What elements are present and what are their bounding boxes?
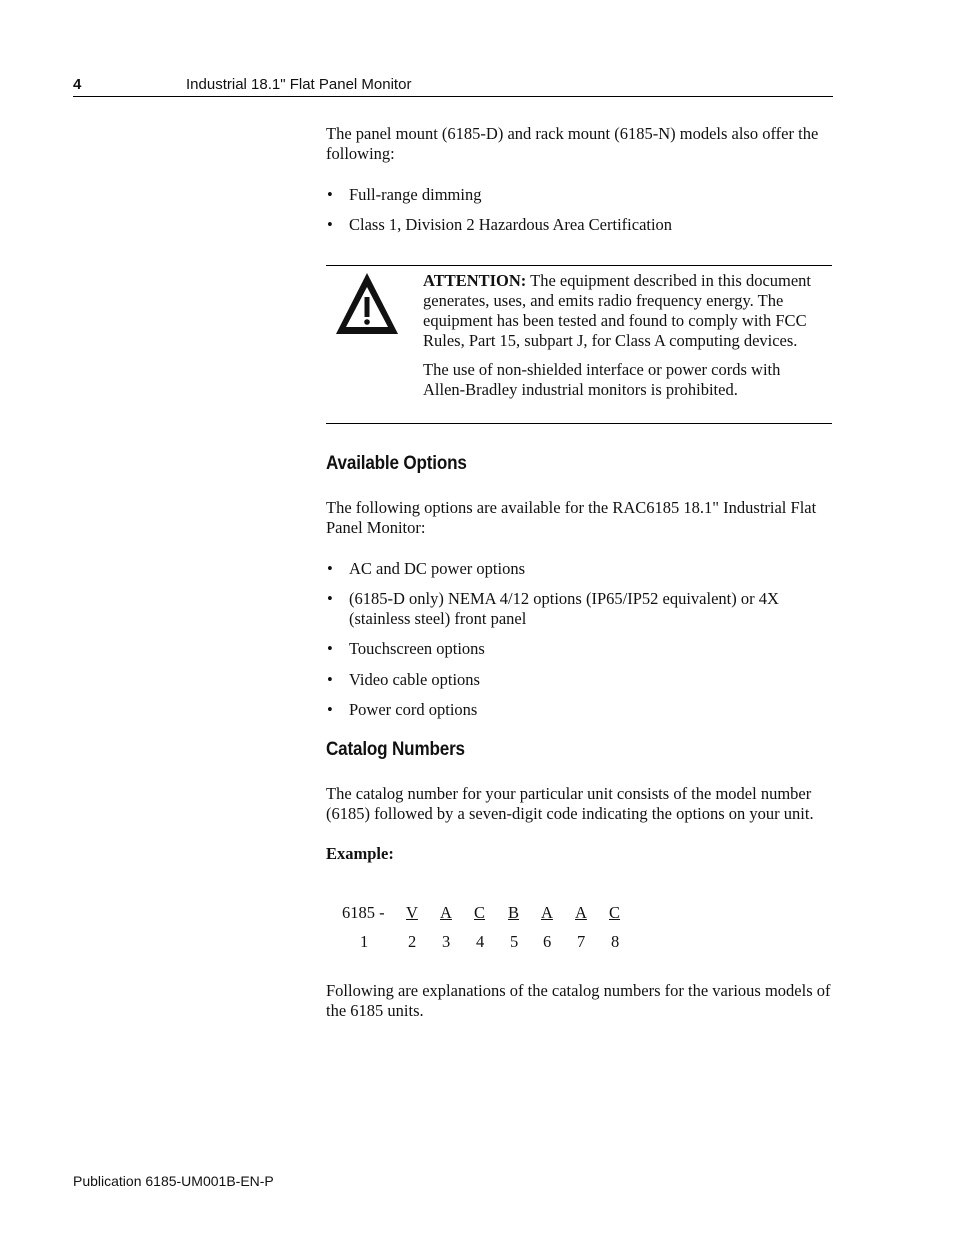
list-item: • Touchscreen options [326,639,832,659]
options-bullet-list [326,559,832,720]
warning-triangle-icon [334,271,400,337]
following-section [326,981,832,1021]
attention-paragraph-2: The use of non-shielded interface or power cords with Allen-Bradley industrial monitors is prohibited. [423,360,781,399]
options-paragraph: The following options are available for the RAC6185 18.1" Industrial Flat Panel Monitor: [326,498,817,537]
code-char: C [474,903,486,922]
following-paragraph: Following are explanations of the catalog numbers for the various models of the 6185 units. [326,981,831,1020]
code-position: 3 [442,932,451,951]
code-position: 5 [510,932,519,951]
catalog-paragraph: The catalog number for your particular unit consists of the model number (6185) followed by a seven-digit code indicating the options on your unit. [326,784,814,823]
code-position: 7 [577,932,586,951]
list-item: • Class 1, Division 2 Hazardous Area Certification [326,215,832,235]
page-number: 4 [73,76,82,93]
available-options-heading-wrap [326,454,832,474]
list-item: • (6185-D only) NEMA 4/12 options (IP65/IP52 equivalent) or 4X (stainless steel) front panel [326,589,832,629]
code-char: A [575,903,587,922]
section-heading-catalog-numbers: Catalog Numbers [326,739,465,760]
code-dash: - [375,903,385,922]
section-heading-available-options: Available Options [326,453,467,474]
header-title: Industrial 18.1" Flat Panel Monitor [186,76,412,93]
page-header [73,76,833,97]
list-item: • AC and DC power options [326,559,832,579]
code-position: 6 [543,932,552,951]
catalog-heading-wrap [326,740,832,760]
code-char: B [508,903,520,922]
catalog-code-row [342,903,385,923]
available-options-section [326,498,832,720]
code-model: 6185 [342,903,375,922]
list-item: • Video cable options [326,670,832,690]
attention-paragraph [423,271,823,351]
intro-paragraph: The panel mount (6185-D) and rack mount (6185-N) models also offer the following: [326,124,819,163]
code-position: 1 [360,932,369,951]
catalog-section [326,784,832,864]
attention-text: The equipment described in this document generates, uses, and emits radio frequency energy. The equipment has been tested and found to comply with FCC Rules, Part 15, subpart J, for Class A computing devices. [423,271,812,350]
attention-box [326,265,832,424]
page-footer: Publication 6185-UM001B-EN-P [73,1173,274,1189]
list-item: • Full-range dimming [326,185,832,205]
code-char: C [609,903,621,922]
attention-label: ATTENTION: [423,271,527,290]
code-position: 2 [408,932,417,951]
example-label: Example: [326,844,394,863]
code-position: 8 [611,932,620,951]
list-item: • Power cord options [326,700,832,720]
code-char: A [541,903,553,922]
intro-section [326,124,832,235]
code-char: A [440,903,452,922]
code-char: V [406,903,418,922]
intro-bullet-list [326,185,832,235]
code-position: 4 [476,932,485,951]
